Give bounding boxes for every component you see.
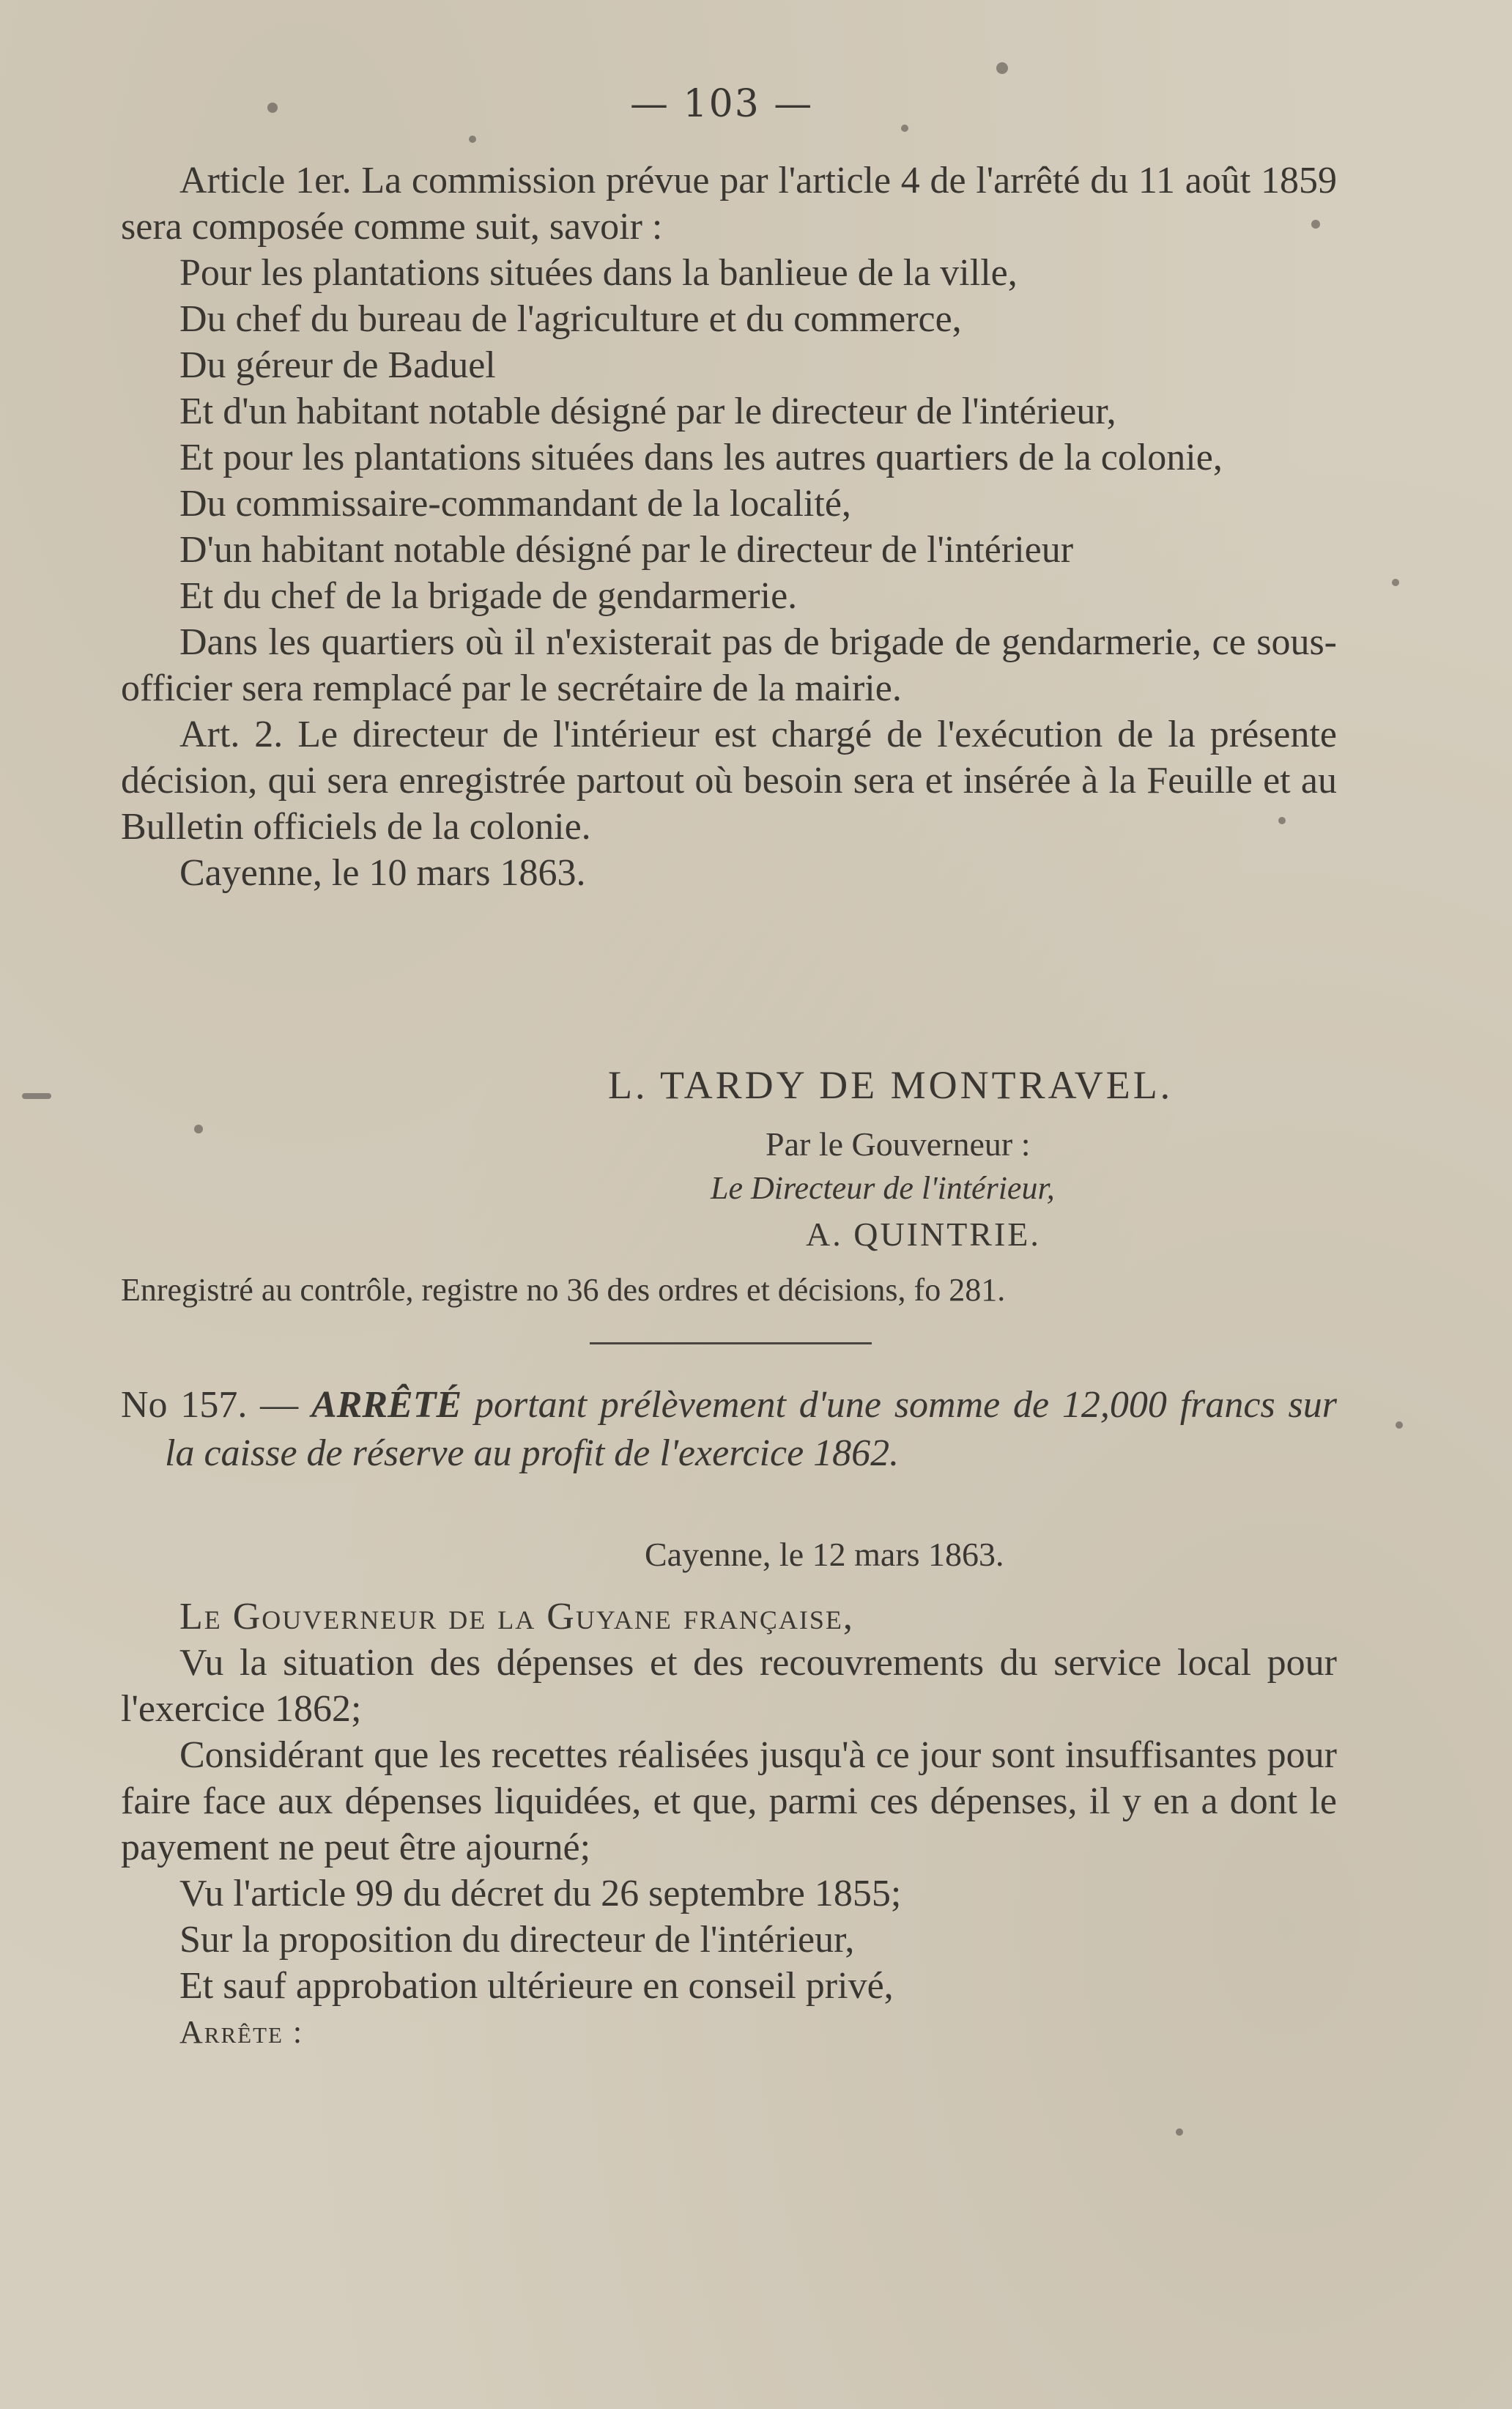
- decree-paragraph: Considérant que les recettes réalisées jusqu'à ce jour sont insuffisantes pour faire face aux dépenses liquidées, et que, parmi ces dépenses, il y en a dont le payement ne peut être ajourné;: [121, 1734, 1337, 1868]
- article-1-line: D'un habitant notable désigné par le directeur de l'intérieur: [179, 529, 1074, 571]
- decree-title: [121, 1381, 1337, 1478]
- ink-speck: [1176, 2128, 1183, 2136]
- decree-paragraph: Et sauf approbation ultérieure en conseil privé,: [179, 1965, 894, 2007]
- registration-note: Enregistré au contrôle, registre no 36 des ordres et décisions, fo 281.: [121, 1272, 1006, 1308]
- article-2: Art. 2. Le directeur de l'intérieur est chargé de l'exécution de la présente décision, qui sera enregistrée partout où besoin sera et insérée à la Feuille et au Bulletin officiels de la colonie.: [121, 714, 1337, 848]
- article-1-line: Et pour les plantations situées dans les autres quartiers de la colonie,: [179, 437, 1223, 478]
- article-1-block: [121, 158, 1337, 896]
- ink-speck: [267, 103, 278, 113]
- ink-speck: [901, 125, 908, 132]
- date-place: Cayenne, le 10 mars 1863.: [179, 852, 586, 894]
- article-1-intro: Article 1er. La commission prévue par l'article 4 de l'arrêté du 11 août 1859 sera composée comme suit, savoir :: [121, 160, 1337, 248]
- ink-speck: [1392, 579, 1399, 586]
- article-1-line: Pour les plantations situées dans la banlieue de la ville,: [179, 252, 1018, 294]
- decree-governor: Le Gouverneur de la Guyane française,: [179, 1596, 854, 1638]
- decree-kind: ARRÊTÉ: [311, 1384, 462, 1426]
- ink-speck: [1396, 1421, 1403, 1429]
- page-number: — 103 —: [630, 82, 814, 126]
- signature-by: Par le Gouverneur :: [766, 1125, 1031, 1163]
- decree-paragraph: Vu l'article 99 du décret du 26 septembre 1855;: [179, 1873, 902, 1914]
- ink-speck: [469, 136, 476, 143]
- article-1-line: Du géreur de Baduel: [179, 344, 496, 386]
- ink-speck: [996, 62, 1008, 74]
- signature-title: Le Directeur de l'intérieur,: [711, 1170, 1055, 1206]
- decree-paragraph: Sur la proposition du directeur de l'intérieur,: [179, 1919, 855, 1961]
- decree-subject: portant prélèvement d'une somme de 12,000 francs sur la caisse de réserve au profit de l'exercice 1862.: [165, 1384, 1338, 1474]
- article-1-line: Et du chef de la brigade de gendarmerie.: [179, 575, 798, 617]
- ink-speck: [22, 1093, 51, 1099]
- signature-name: L. TARDY DE MONTRAVEL.: [608, 1063, 1174, 1107]
- decree-paragraph: Vu la situation des dépenses et des recouvrements du service local pour l'exercice 1862;: [121, 1642, 1337, 1730]
- article-1-line: Du commissaire-commandant de la localité,: [179, 483, 851, 525]
- ink-speck: [194, 1125, 203, 1133]
- decree-date: Cayenne, le 12 mars 1863.: [645, 1536, 1004, 1573]
- section-divider: [590, 1342, 872, 1344]
- signature-official: A. QUINTRIE.: [806, 1215, 1041, 1253]
- decree-closing: Arrête :: [179, 2014, 304, 2050]
- decree-body: [121, 1594, 1337, 2055]
- article-1-line: Du chef du bureau de l'agriculture et du commerce,: [179, 298, 962, 340]
- decree-number: No 157. —: [121, 1384, 299, 1426]
- article-1-line: Dans les quartiers où il n'existerait pas de brigade de gendarmerie, ce sous-officier sera remplacé par le secrétaire de la mairie.: [121, 621, 1337, 709]
- article-1-line: Et d'un habitant notable désigné par le directeur de l'intérieur,: [179, 391, 1116, 432]
